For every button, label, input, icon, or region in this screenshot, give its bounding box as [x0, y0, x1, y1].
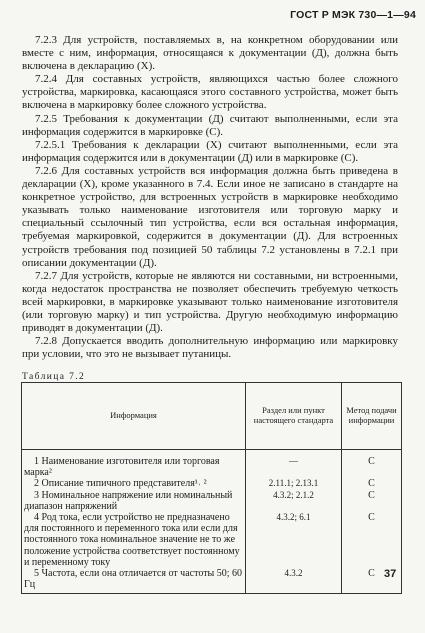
cell-ref: 4.3.2; 6.1	[246, 512, 342, 568]
paragraph-7-2-6: 7.2.6 Для составных устройств вся информация должна быть приведена в декларации (Х), кроме указанного в 7.4. Если иное не записано в стандарте на конкретное устройство, для встроенных устройств в маркировке необходимо указывать только наименование изготовителя или торговую марку и специальный ссылочный тип устройства, если вся остальная информация, требуемая маркировкой, содержится в документации (Д). Для встроенных устройств требования под позицией 50 таблицы 7.2 установлены в 7.2.1 при описании документации (Д).	[22, 164, 398, 269]
paragraph-7-2-5: 7.2.5 Требования к документации (Д) считают выполненными, если эта информация содержится в маркировке (С).	[22, 112, 398, 138]
cell-ref: 4.3.2; 2.1.2	[246, 490, 342, 512]
paragraph-7-2-5-1: 7.2.5.1 Требования к декларации (Х) считают выполненными, если эта информация содержится или в документации (Д) или в маркировке (С).	[22, 138, 398, 164]
table-row	[22, 490, 402, 512]
paragraph-7-2-8: 7.2.8 Допускается вводить дополнительную информацию или маркировку при условии, что это не вызывает путаницы.	[22, 335, 398, 361]
cell-ref: —	[246, 450, 342, 479]
cell-method: С	[342, 568, 402, 594]
cell-method: С	[342, 450, 402, 479]
cell-method: С	[342, 478, 402, 489]
table-row	[22, 450, 402, 479]
table-row	[22, 568, 402, 594]
table-row	[22, 478, 402, 489]
cell-method: С	[342, 512, 402, 568]
table-caption: Таблица 7.2	[22, 372, 86, 382]
cell-ref: 4.3.2	[246, 568, 342, 594]
body-text	[22, 34, 398, 361]
info-table	[21, 382, 402, 594]
header-info: Информация	[22, 383, 246, 450]
page-number: 37	[384, 568, 397, 580]
cell-method: С	[342, 490, 402, 512]
header-ref: Раздел или пункт настоящего стандарта	[246, 383, 342, 450]
table-header-row	[22, 383, 402, 450]
cell-info: 2 Описание типичного представителя¹˒ ²	[22, 478, 246, 489]
paragraph-7-2-4: 7.2.4 Для составных устройств, являющихся частью более сложного устройства, маркировка, касающаяся этого составного устройства, может быть включена в маркировку более сложного устройства.	[22, 73, 398, 112]
standard-header: ГОСТ Р МЭК 730—1—94	[290, 9, 416, 21]
cell-ref: 2.11.1; 2.13.1	[246, 478, 342, 489]
header-method: Метод подачи информации	[342, 383, 402, 450]
cell-info: 1 Наименование изготовителя или торговая марка²	[22, 450, 246, 479]
cell-info: 4 Род тока, если устройство не предназначено для постоянного и переменного тока или если для постоянного тока номинальное значение не то же положение устройства соответствует постоянному и переменному току	[22, 512, 246, 568]
paragraph-7-2-3: 7.2.3 Для устройств, поставляемых в, на конкретном оборудовании или вместе с ним, информация, относящаяся к документации (Д), должна быть включена в декларацию (Х).	[22, 34, 398, 73]
cell-info: 3 Номинальное напряжение или номинальный диапазон напряжений	[22, 490, 246, 512]
table-row	[22, 512, 402, 568]
cell-info: 5 Частота, если она отличается от частоты 50; 60 Гц	[22, 568, 246, 594]
paragraph-7-2-7: 7.2.7 Для устройств, которые не являются ни составными, ни встроенными, когда недостаток пространства не позволяет обеспечить требуемую четкость всей маркировки, в маркировке указывают только наименование изготовителя (или торговую марку) и тип устройства. Другую необходимую информацию приводят в документации (Д).	[22, 269, 398, 335]
